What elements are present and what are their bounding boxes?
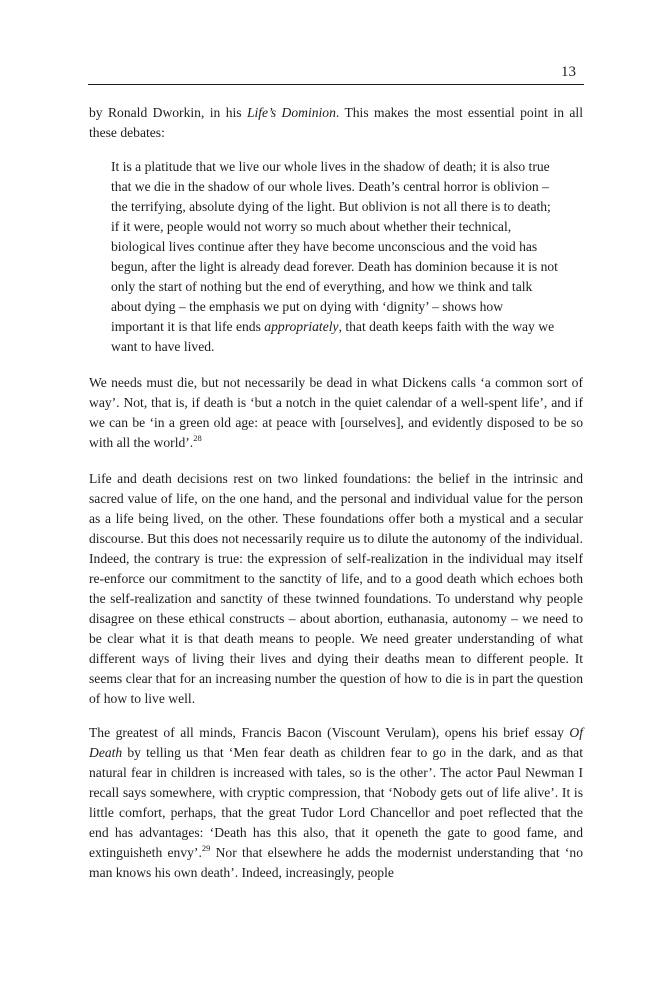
page-number: 13 bbox=[561, 64, 576, 80]
intro-text-end: . This makes the most essential point in all these debates: bbox=[89, 105, 583, 140]
bacon-text: The greatest of all minds, Francis Bacon (Viscount Verulam), opens his brief essay bbox=[89, 725, 570, 740]
dickens-text: We needs must die, but not necessarily be dead in what Dickens calls ‘a common sort of way’. Not, that is, if death is ‘but a notch in the quiet calendar of a well-spent life’, and if we can be ‘in a green old age: at peace with [ourselves], and evidently disposed to be so with all the world’. bbox=[89, 375, 583, 450]
book-title: Life’s Dominion bbox=[246, 105, 336, 120]
footnote-ref-29[interactable]: 29 bbox=[201, 843, 211, 853]
intro-text: by Ronald Dworkin, in his bbox=[89, 105, 247, 120]
quote-emphasis: appropriately bbox=[264, 319, 339, 334]
essay-title: Of Death bbox=[89, 725, 583, 760]
decisions-paragraph: Life and death decisions rest on two linked foundations: the belief in the intrinsic and sacred value of life, on the one hand, and the personal and individual value for the person as a life being lived, on the other. These foundations offer both a mystical and a secular discourse. But this does not necessarily require us to dilute the autonomy of the individual. Indeed, the contrary is true: the expression of self-realization in the individual may itself re-enforce our commitment to the sanctity of life, and to a good death which echoes both the self-realization and sanctity of these twinned foundations. To understand why people disagree on these ethical constructs – about abortion, euthanasia, autonomy – we need to be clear what it is that death means to people. We need greater understanding of what different ways of living their lives and dying their deaths mean to different people. It seems clear that for an increasing number the question of how to die is in part the question of how to live well. bbox=[89, 471, 583, 706]
bacon-paragraph bbox=[89, 723, 583, 883]
block-quote bbox=[111, 157, 559, 357]
quote-text-end: , that death keeps faith with the way we want to have lived. bbox=[111, 319, 555, 354]
page-body bbox=[89, 103, 583, 883]
dickens-paragraph bbox=[89, 373, 583, 453]
bacon-text-end: Nor that elsewhere he adds the modernist understanding that ‘no man knows his own death’. Indeed, increasingly, people bbox=[89, 845, 583, 880]
quote-text: It is a platitude that we live our whole lives in the shadow of death; it is also true that we die in the shadow of our whole lives. Death’s central horror is oblivion – the terrifying, absolute dying of the light. But oblivion is not all there is to death; if it were, people would not worry so much about whether their technical, biological lives continue after they have become unconscious and the void has begun, after the light is already dead forever. Death has dominion because it is not only the start of nothing but the end of everything, and how we think and talk about dying – the emphasis we put on dying with ‘dignity’ – shows how important it is that life ends bbox=[111, 159, 558, 334]
intro-paragraph bbox=[89, 103, 583, 143]
footnote-ref-28[interactable]: 28 bbox=[193, 433, 202, 443]
bacon-text-middle: by telling us that ‘Men fear death as children fear to go in the dark, and as that natural fear in children is increased with tales, so is the other’. The actor Paul Newman I recall says somewhere, with cryptic compression, that ‘Nobody gets out of life alive’. It is little comfort, perhaps, that the great Tudor Lord Chancellor and poet reflected that the end has advantages: ‘Death has this also, that it openeth the gate to good fame, and extinguisheth envy’. bbox=[89, 745, 583, 860]
header-rule bbox=[88, 84, 584, 85]
